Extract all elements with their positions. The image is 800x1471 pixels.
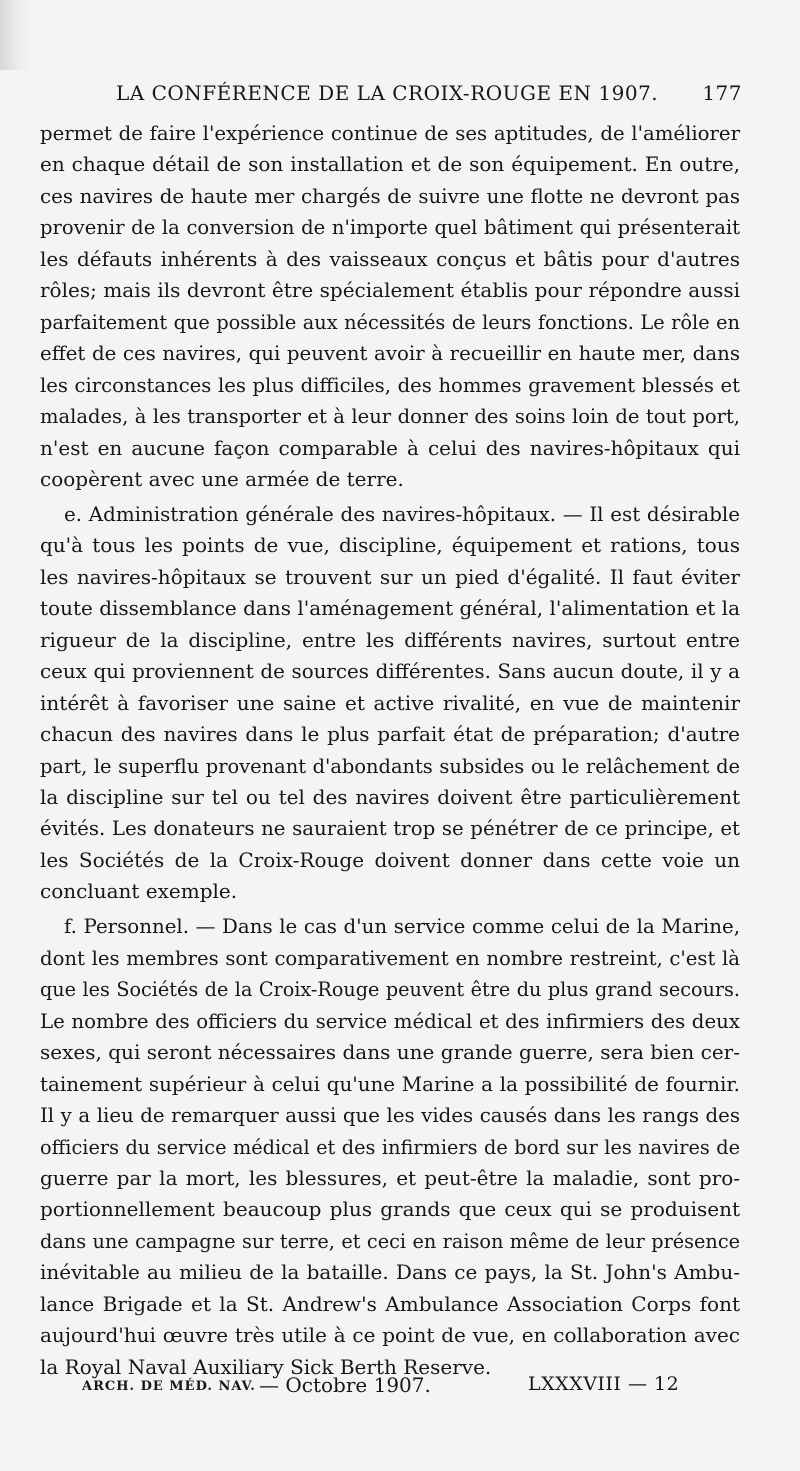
text-line: la Royal Naval Auxiliary Sick Berth Reserve. (40, 1354, 492, 1379)
text-line: rôles; mais ils devront être spécialement établis pour répondre aussi (40, 278, 740, 303)
scan-page-edge (0, 0, 30, 70)
page-number: 177 (702, 81, 742, 105)
text-line: f. Personnel. — Dans le cas d'un service comme celui de la Marine, (64, 915, 740, 939)
text-line: Le nombre des officiers du service médical et des infirmiers des deux (40, 1009, 740, 1033)
text-line: permet de faire l'expérience continue de ses aptitudes, de l'améliorer (40, 122, 740, 145)
text-line: ces navires de haute mer chargés de suivre une flotte ne devront pas (40, 184, 740, 208)
text-line: intérêt à favoriser une saine et active rivalité, en vue de maintenir (40, 690, 740, 715)
text-line: que les Sociétés de la Croix-Rouge peuvent être du plus grand secours. (40, 978, 740, 1002)
text-line: les circonstances les plus difficiles, des hommes gravement blessés et (40, 373, 740, 397)
text-line: en chaque détail de son installation et de son équipement. En outre, (40, 152, 740, 177)
text-line: coopèrent avec une armée de terre. (40, 466, 404, 491)
running-title: LA CONFÉRENCE DE LA CROIX-ROUGE EN 1907. (116, 81, 659, 105)
text-line: chacun des navires dans le plus parfait état de préparation; d'autre (40, 722, 740, 747)
issue-date: — Octobre 1907. (259, 1373, 431, 1397)
text-line: ceux qui proviennent de sources différentes. Sans aucun doute, il y a (40, 660, 740, 684)
text-line: rigueur de la discipline, entre les différents navires, surtout entre (40, 627, 740, 652)
text-line: officiers du service médical et des infirmiers de bord sur les navires de (40, 1135, 740, 1159)
text-line: malades, à les transporter et à leur donner des soins loin de tout port, (40, 405, 740, 429)
text-line: qu'à tous les points de vue, discipline, équipement et rations, tous (40, 533, 740, 558)
text-line: guerre par la mort, les blessures, et peut-être la maladie, sont pro- (40, 1165, 740, 1190)
text-line: lance Brigade et la St. Andrew's Ambulance Association Corps font (40, 1291, 740, 1316)
text-line: dont les membres sont comparativement en nombre restreint, c'est là (40, 946, 740, 970)
text-line: dans une campagne sur terre, et ceci en raison même de leur présence (40, 1229, 740, 1253)
text-line: les navires-hôpitaux se trouvent sur un pied d'égalité. Il faut éviter (40, 564, 740, 589)
text-line: inévitable au milieu de la bataille. Dans ce pays, la St. John's Ambu- (40, 1260, 740, 1285)
text-line: évités. Les donateurs ne sauraient trop se pénétrer de ce principe, et (40, 817, 740, 841)
page-footer (82, 1373, 682, 1405)
signature-mark: LXXXVIII — 12 (528, 1373, 680, 1395)
paragraph (40, 911, 740, 1383)
article-body (40, 118, 740, 1383)
text-line: part, le superflu provenant d'abondants subsides ou le relâchement de (40, 754, 740, 778)
text-line: Il y a lieu de remarquer aussi que les vides causés dans les rangs des (40, 1104, 740, 1128)
text-line: les Sociétés de la Croix-Rouge doivent donner dans cette voie un (40, 847, 740, 872)
text-line: parfaitement que possible aux nécessités de leurs fonctions. Le rôle en (40, 310, 740, 334)
text-line: sexes, qui seront nécessaires dans une grande guerre, sera bien cer- (40, 1040, 740, 1065)
text-line: aujourd'hui œuvre très utile à ce point de vue, en collaboration avec (40, 1323, 740, 1348)
paragraph (40, 499, 740, 908)
text-line: provenir de la conversion de n'importe quel bâtiment qui présenterait (40, 216, 740, 240)
text-line: toute dissemblance dans l'aménagement général, l'alimentation et la (40, 596, 740, 621)
text-line: effet de ces navires, qui peuvent avoir à recueillir en haute mer, dans (40, 342, 740, 366)
journal-abbreviation: ARCH. DE MÉD. NAV. (82, 1379, 256, 1394)
text-line: tainement supérieur à celui qu'une Marine a la possibilité de fournir. (40, 1072, 740, 1096)
text-line: n'est en aucune façon comparable à celui des navires-hôpitaux qui (40, 435, 740, 460)
text-line: portionnellement beaucoup plus grands que ceux qui se produisent (40, 1197, 740, 1222)
text-line: les défauts inhérents à des vaisseaux conçus et bâtis pour d'autres (40, 246, 740, 271)
text-line: la discipline sur tel ou tel des navires doivent être particulièrement (40, 785, 740, 810)
text-line: concluant exemple. (40, 879, 238, 904)
text-line: e. Administration générale des navires-hôpitaux. — Il est désirable (64, 502, 740, 526)
paragraph (40, 118, 740, 495)
